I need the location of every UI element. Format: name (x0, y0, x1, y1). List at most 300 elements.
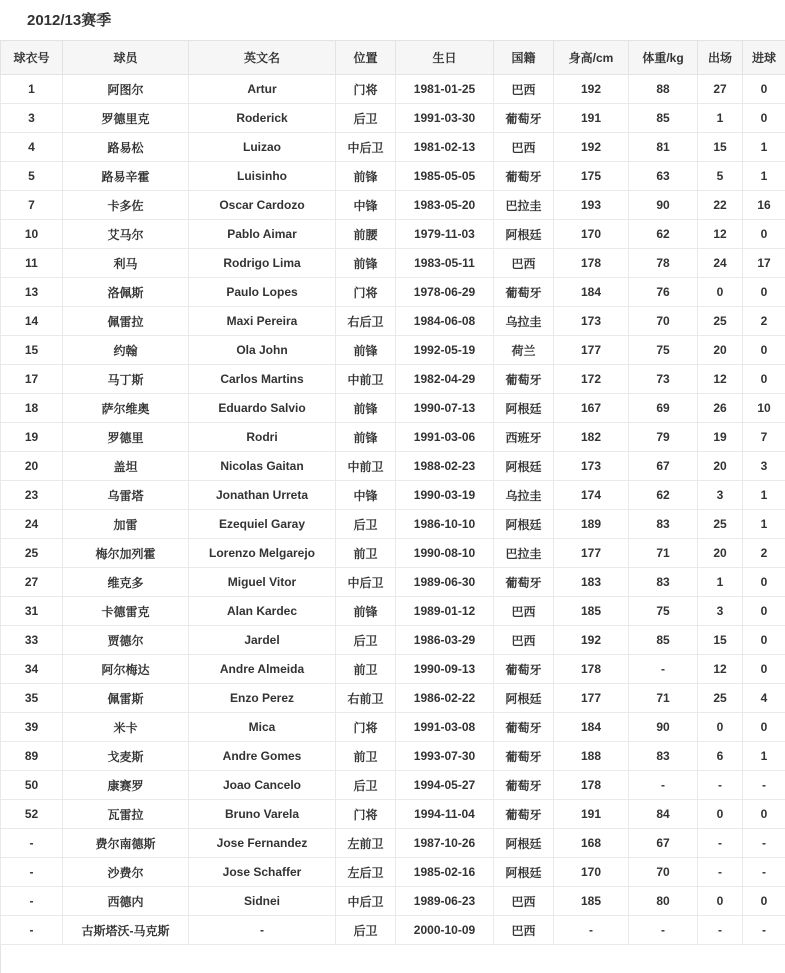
table-cell: 0 (743, 887, 785, 916)
table-cell: 4 (743, 684, 785, 713)
table-cell: 萨尔维奥 (63, 394, 189, 423)
table-cell: 路易辛霍 (63, 162, 189, 191)
table-cell: Ola John (189, 336, 336, 365)
table-cell: 4 (1, 133, 63, 162)
column-header-6: 身高/cm (554, 41, 629, 75)
table-cell: 巴拉圭 (494, 539, 554, 568)
table-cell: 阿图尔 (63, 75, 189, 104)
table-row (1, 655, 785, 684)
table-cell: 1986-03-29 (396, 626, 494, 655)
table-cell: - (743, 771, 785, 800)
table-cell: 1989-01-12 (396, 597, 494, 626)
table-cell: 192 (554, 75, 629, 104)
table-cell: 阿根廷 (494, 829, 554, 858)
table-cell: Carlos Martins (189, 365, 336, 394)
table-cell: 1 (698, 104, 743, 133)
table-cell: 1991-03-06 (396, 423, 494, 452)
table-cell: Rodrigo Lima (189, 249, 336, 278)
table-cell: 阿根廷 (494, 510, 554, 539)
table-cell: - (554, 916, 629, 945)
table-cell: 卡德雷克 (63, 597, 189, 626)
table-cell: 79 (629, 423, 698, 452)
table-cell: 右前卫 (336, 684, 396, 713)
table-cell: 1993-07-30 (396, 742, 494, 771)
table-cell: 1 (698, 568, 743, 597)
column-header-9: 进球 (743, 41, 785, 75)
table-row (1, 858, 785, 887)
column-header-5: 国籍 (494, 41, 554, 75)
table-cell: 177 (554, 684, 629, 713)
table-cell: 前卫 (336, 539, 396, 568)
table-row (1, 539, 785, 568)
table-body (1, 75, 785, 945)
table-row (1, 684, 785, 713)
table-row (1, 481, 785, 510)
table-cell: 1981-01-25 (396, 75, 494, 104)
table-cell: Maxi Pereira (189, 307, 336, 336)
table-cell: 50 (1, 771, 63, 800)
table-cell: Andre Gomes (189, 742, 336, 771)
table-cell: 33 (1, 626, 63, 655)
table-row (1, 307, 785, 336)
table-cell: 葡萄牙 (494, 771, 554, 800)
table-cell: 后卫 (336, 771, 396, 800)
table-cell: 178 (554, 249, 629, 278)
table-row (1, 510, 785, 539)
table-cell: - (743, 829, 785, 858)
table-cell: 26 (698, 394, 743, 423)
table-cell: 阿尔梅达 (63, 655, 189, 684)
table-cell: 沙费尔 (63, 858, 189, 887)
table-cell: 25 (698, 510, 743, 539)
table-cell: - (743, 916, 785, 945)
table-cell: 177 (554, 539, 629, 568)
table-cell: 15 (1, 336, 63, 365)
table-cell: 1 (743, 162, 785, 191)
table-cell: 卡多佐 (63, 191, 189, 220)
table-cell: 173 (554, 452, 629, 481)
table-cell: 巴西 (494, 597, 554, 626)
table-cell: 172 (554, 365, 629, 394)
table-cell: 贾德尔 (63, 626, 189, 655)
table-cell: 67 (629, 452, 698, 481)
table-cell: 3 (698, 481, 743, 510)
table-cell: 18 (1, 394, 63, 423)
table-row (1, 829, 785, 858)
table-cell: Jonathan Urreta (189, 481, 336, 510)
table-cell: 81 (629, 133, 698, 162)
table-cell: 16 (743, 191, 785, 220)
table-cell: 174 (554, 481, 629, 510)
table-cell: - (698, 858, 743, 887)
table-cell: 173 (554, 307, 629, 336)
table-cell: 24 (1, 510, 63, 539)
table-cell: Luisinho (189, 162, 336, 191)
table-cell: 7 (1, 191, 63, 220)
table-cell: 中后卫 (336, 133, 396, 162)
table-cell: 阿根廷 (494, 220, 554, 249)
table-cell: 27 (698, 75, 743, 104)
table-cell: 178 (554, 655, 629, 684)
table-cell: 费尔南德斯 (63, 829, 189, 858)
table-cell: Lorenzo Melgarejo (189, 539, 336, 568)
table-cell: 0 (743, 800, 785, 829)
table-cell: 192 (554, 626, 629, 655)
table-cell: 75 (629, 597, 698, 626)
table-cell: 85 (629, 104, 698, 133)
table-cell: 前腰 (336, 220, 396, 249)
table-cell: 葡萄牙 (494, 365, 554, 394)
table-cell: 83 (629, 510, 698, 539)
column-header-4: 生日 (396, 41, 494, 75)
squad-table (0, 40, 785, 945)
table-cell: 15 (698, 133, 743, 162)
table-cell: 71 (629, 539, 698, 568)
table-cell: 2 (743, 307, 785, 336)
table-cell: 80 (629, 887, 698, 916)
table-cell: 5 (698, 162, 743, 191)
table-cell: 11 (1, 249, 63, 278)
table-cell: Eduardo Salvio (189, 394, 336, 423)
table-cell: 1988-02-23 (396, 452, 494, 481)
table-cell: 罗德里克 (63, 104, 189, 133)
table-cell: 70 (629, 858, 698, 887)
table-cell: 葡萄牙 (494, 104, 554, 133)
table-cell: 23 (1, 481, 63, 510)
table-cell: Artur (189, 75, 336, 104)
table-cell: 84 (629, 800, 698, 829)
table-cell: - (698, 829, 743, 858)
table-cell: 1983-05-11 (396, 249, 494, 278)
table-cell: 0 (743, 104, 785, 133)
table-row (1, 452, 785, 481)
table-cell: 洛佩斯 (63, 278, 189, 307)
table-cell: 1990-03-19 (396, 481, 494, 510)
table-row (1, 597, 785, 626)
table-cell: 0 (743, 655, 785, 684)
table-cell: 62 (629, 220, 698, 249)
table-cell: 192 (554, 133, 629, 162)
table-cell: 葡萄牙 (494, 655, 554, 684)
table-row (1, 800, 785, 829)
table-cell: 185 (554, 597, 629, 626)
table-cell: 191 (554, 800, 629, 829)
column-header-3: 位置 (336, 41, 396, 75)
table-cell: 1985-02-16 (396, 858, 494, 887)
table-cell: 35 (1, 684, 63, 713)
table-cell: 门将 (336, 713, 396, 742)
table-cell: 1981-02-13 (396, 133, 494, 162)
table-cell: 葡萄牙 (494, 713, 554, 742)
table-cell: 0 (743, 336, 785, 365)
table-cell: 后卫 (336, 510, 396, 539)
table-row (1, 568, 785, 597)
table-cell: 20 (698, 452, 743, 481)
table-cell: 门将 (336, 278, 396, 307)
table-cell: 88 (629, 75, 698, 104)
table-cell: 中锋 (336, 191, 396, 220)
table-cell: 右后卫 (336, 307, 396, 336)
table-cell: 5 (1, 162, 63, 191)
table-cell: 2000-10-09 (396, 916, 494, 945)
table-cell: 27 (1, 568, 63, 597)
table-cell: 戈麦斯 (63, 742, 189, 771)
table-cell: 20 (698, 539, 743, 568)
table-cell: 巴西 (494, 887, 554, 916)
table-cell: 76 (629, 278, 698, 307)
table-cell: 阿根廷 (494, 684, 554, 713)
table-cell: 佩雷拉 (63, 307, 189, 336)
table-cell: 182 (554, 423, 629, 452)
table-cell: 康赛罗 (63, 771, 189, 800)
table-cell: Oscar Cardozo (189, 191, 336, 220)
table-cell: 马丁斯 (63, 365, 189, 394)
table-cell: Joao Cancelo (189, 771, 336, 800)
table-cell: 左前卫 (336, 829, 396, 858)
table-cell: 0 (698, 713, 743, 742)
table-cell: 0 (698, 887, 743, 916)
table-cell: 69 (629, 394, 698, 423)
table-row (1, 916, 785, 945)
table-row (1, 220, 785, 249)
table-cell: 约翰 (63, 336, 189, 365)
table-cell: 22 (698, 191, 743, 220)
table-cell: 阿根廷 (494, 858, 554, 887)
table-cell: 巴西 (494, 916, 554, 945)
table-cell: 佩雷斯 (63, 684, 189, 713)
column-header-7: 体重/kg (629, 41, 698, 75)
table-cell: 20 (1, 452, 63, 481)
table-cell: 62 (629, 481, 698, 510)
table-cell: 39 (1, 713, 63, 742)
table-cell: 葡萄牙 (494, 162, 554, 191)
table-cell: 1983-05-20 (396, 191, 494, 220)
table-cell: 189 (554, 510, 629, 539)
table-cell: 艾马尔 (63, 220, 189, 249)
table-cell: - (189, 916, 336, 945)
table-cell: 1990-08-10 (396, 539, 494, 568)
table-cell: - (698, 916, 743, 945)
season-title: 2012/13赛季 (0, 0, 785, 40)
table-cell: 前锋 (336, 597, 396, 626)
table-cell: 3 (698, 597, 743, 626)
table-cell: 1991-03-08 (396, 713, 494, 742)
table-cell: 17 (743, 249, 785, 278)
table-cell: 1 (743, 742, 785, 771)
column-header-8: 出场 (698, 41, 743, 75)
table-cell: 1984-06-08 (396, 307, 494, 336)
table-cell: 167 (554, 394, 629, 423)
table-cell: - (1, 916, 63, 945)
table-cell: 1987-10-26 (396, 829, 494, 858)
table-row (1, 742, 785, 771)
table-cell: 1992-05-19 (396, 336, 494, 365)
table-cell: 1 (1, 75, 63, 104)
table-cell: 170 (554, 220, 629, 249)
table-cell: 阿根廷 (494, 394, 554, 423)
table-cell: 巴西 (494, 249, 554, 278)
table-cell: 前锋 (336, 336, 396, 365)
table-cell: 1 (743, 510, 785, 539)
table-row (1, 771, 785, 800)
table-cell: Andre Almeida (189, 655, 336, 684)
table-footer-empty (0, 945, 785, 973)
table-row (1, 75, 785, 104)
table-cell: 185 (554, 887, 629, 916)
table-cell: 利马 (63, 249, 189, 278)
table-row (1, 887, 785, 916)
table-cell: 12 (698, 220, 743, 249)
table-cell: 西班牙 (494, 423, 554, 452)
table-cell: 25 (698, 684, 743, 713)
table-cell: 中后卫 (336, 568, 396, 597)
table-cell: 75 (629, 336, 698, 365)
table-cell: 19 (1, 423, 63, 452)
table-cell: Mica (189, 713, 336, 742)
column-header-1: 球员 (63, 41, 189, 75)
table-cell: 25 (1, 539, 63, 568)
table-cell: 10 (1, 220, 63, 249)
table-cell: - (629, 916, 698, 945)
table-cell: 1991-03-30 (396, 104, 494, 133)
table-cell: 维克多 (63, 568, 189, 597)
table-cell: - (1, 887, 63, 916)
table-row (1, 249, 785, 278)
table-cell: 乌拉圭 (494, 307, 554, 336)
table-cell: Miguel Vitor (189, 568, 336, 597)
table-cell: 巴西 (494, 626, 554, 655)
table-cell: 0 (743, 597, 785, 626)
table-cell: 古斯塔沃-马克斯 (63, 916, 189, 945)
table-cell: 0 (743, 568, 785, 597)
table-cell: 6 (698, 742, 743, 771)
table-cell: 1990-09-13 (396, 655, 494, 684)
table-row (1, 191, 785, 220)
table-cell: Roderick (189, 104, 336, 133)
table-cell: 葡萄牙 (494, 742, 554, 771)
table-cell: 31 (1, 597, 63, 626)
table-cell: 15 (698, 626, 743, 655)
table-cell: 葡萄牙 (494, 568, 554, 597)
table-cell: Rodri (189, 423, 336, 452)
table-cell: 前锋 (336, 394, 396, 423)
table-cell: 13 (1, 278, 63, 307)
table-cell: 175 (554, 162, 629, 191)
table-cell: 24 (698, 249, 743, 278)
table-cell: 西德内 (63, 887, 189, 916)
table-cell: 3 (1, 104, 63, 133)
table-row (1, 336, 785, 365)
table-cell: 葡萄牙 (494, 800, 554, 829)
table-cell: Alan Kardec (189, 597, 336, 626)
column-header-2: 英文名 (189, 41, 336, 75)
table-cell: 1986-02-22 (396, 684, 494, 713)
table-cell: 0 (743, 626, 785, 655)
table-cell: 85 (629, 626, 698, 655)
table-cell: 7 (743, 423, 785, 452)
table-cell: 67 (629, 829, 698, 858)
table-cell: 73 (629, 365, 698, 394)
table-cell: 1989-06-23 (396, 887, 494, 916)
table-cell: 25 (698, 307, 743, 336)
table-row (1, 365, 785, 394)
table-cell: Paulo Lopes (189, 278, 336, 307)
table-cell: 1990-07-13 (396, 394, 494, 423)
table-row (1, 423, 785, 452)
table-cell: 184 (554, 278, 629, 307)
table-cell: - (1, 829, 63, 858)
table-cell: 门将 (336, 75, 396, 104)
table-cell: 荷兰 (494, 336, 554, 365)
table-cell: 0 (698, 800, 743, 829)
table-cell: 1979-11-03 (396, 220, 494, 249)
table-cell: 183 (554, 568, 629, 597)
table-cell: 乌雷塔 (63, 481, 189, 510)
table-cell: 83 (629, 742, 698, 771)
table-cell: 前卫 (336, 655, 396, 684)
table-cell: 前锋 (336, 162, 396, 191)
table-cell: 71 (629, 684, 698, 713)
table-cell: 191 (554, 104, 629, 133)
table-cell: 70 (629, 307, 698, 336)
table-cell: 14 (1, 307, 63, 336)
table-cell: 168 (554, 829, 629, 858)
table-cell: 2 (743, 539, 785, 568)
table-row (1, 713, 785, 742)
table-row (1, 394, 785, 423)
table-cell: 巴西 (494, 133, 554, 162)
table-cell: 1 (743, 481, 785, 510)
table-cell: 0 (743, 220, 785, 249)
table-cell: 10 (743, 394, 785, 423)
table-cell: Jose Schaffer (189, 858, 336, 887)
table-cell: 12 (698, 365, 743, 394)
table-cell: Sidnei (189, 887, 336, 916)
table-cell: 193 (554, 191, 629, 220)
table-cell: 后卫 (336, 626, 396, 655)
table-cell: 83 (629, 568, 698, 597)
table-cell: 34 (1, 655, 63, 684)
table-cell: 前锋 (336, 249, 396, 278)
header-row (1, 41, 785, 75)
table-cell: Pablo Aimar (189, 220, 336, 249)
table-row (1, 278, 785, 307)
table-cell: 葡萄牙 (494, 278, 554, 307)
table-cell: 1 (743, 133, 785, 162)
column-header-0: 球衣号 (1, 41, 63, 75)
table-cell: Enzo Perez (189, 684, 336, 713)
table-cell: 前锋 (336, 423, 396, 452)
table-cell: 1994-11-04 (396, 800, 494, 829)
table-cell: 乌拉圭 (494, 481, 554, 510)
table-cell: 17 (1, 365, 63, 394)
table-cell: 加雷 (63, 510, 189, 539)
table-cell: Nicolas Gaitan (189, 452, 336, 481)
table-cell: 1994-05-27 (396, 771, 494, 800)
table-cell: 0 (743, 278, 785, 307)
table-cell: - (698, 771, 743, 800)
table-cell: 瓦雷拉 (63, 800, 189, 829)
table-cell: Bruno Varela (189, 800, 336, 829)
table-cell: 1982-04-29 (396, 365, 494, 394)
table-cell: 0 (743, 713, 785, 742)
table-cell: 盖坦 (63, 452, 189, 481)
table-cell: 左后卫 (336, 858, 396, 887)
table-cell: 前卫 (336, 742, 396, 771)
table-cell: 门将 (336, 800, 396, 829)
table-cell: 1986-10-10 (396, 510, 494, 539)
table-cell: 12 (698, 655, 743, 684)
